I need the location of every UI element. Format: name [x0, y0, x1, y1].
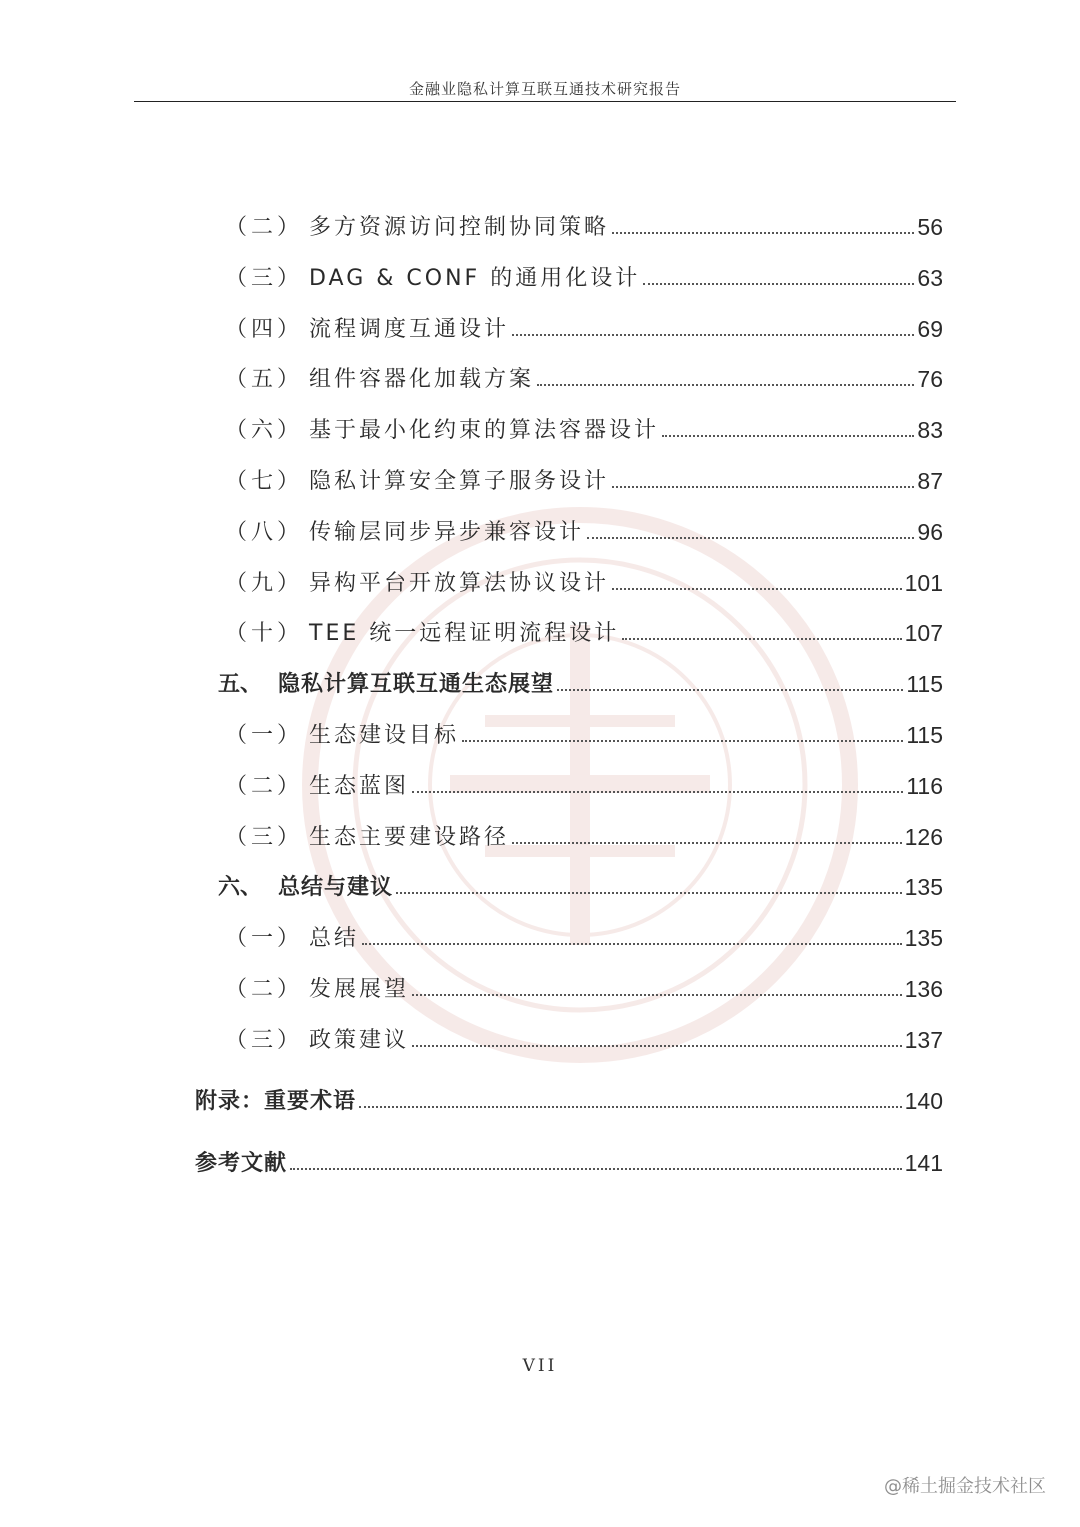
toc-entry-title: 基于最小化约束的算法容器设计: [309, 418, 660, 444]
toc-entry-title: 传输层同步异步兼容设计: [309, 519, 585, 545]
toc-entry[interactable]: [195, 1141, 943, 1177]
toc-entry-page: 140: [904, 1088, 943, 1114]
toc-entry-label: [225, 616, 619, 647]
toc-entry-title: 政策建议: [309, 1027, 410, 1053]
dot-leader: [396, 892, 902, 894]
toc-entry[interactable]: [225, 764, 943, 800]
toc-entry-label: [225, 413, 659, 444]
toc-entry-page: 135: [904, 874, 943, 901]
toc-entry-title: 流程调度互通设计: [309, 316, 510, 342]
toc-entry-label: [225, 921, 359, 952]
toc-entry-page: 107: [904, 620, 943, 647]
toc-entry[interactable]: [218, 662, 943, 698]
toc-entry-page: 136: [904, 976, 943, 1002]
toc-entry-label: [225, 566, 609, 597]
toc-entry[interactable]: [225, 307, 943, 343]
toc-entry-number: （五）: [225, 367, 304, 393]
toc-entry-page: 83: [917, 417, 943, 444]
toc-entry-number: 六、: [218, 875, 263, 901]
toc-entry[interactable]: [218, 865, 943, 901]
toc-entry-title: DAG & CONF 的通用化设计: [309, 265, 641, 291]
toc-entry-title: 多方资源访问控制协同策略: [309, 215, 610, 240]
toc-entry-number: （二）: [225, 215, 304, 240]
toc-entry-label: [218, 870, 393, 901]
dot-leader: [412, 994, 902, 996]
dot-leader: [622, 638, 901, 640]
toc-entry-label: [225, 210, 609, 241]
toc-entry-title: 参考文献: [195, 1151, 288, 1176]
dot-leader: [557, 689, 903, 691]
toc-entry[interactable]: [225, 357, 943, 393]
toc-entry-page: 126: [904, 823, 943, 850]
running-header-title: 金融业隐私计算互联互通技术研究报告: [408, 80, 681, 98]
toc-entry-page: 63: [917, 264, 943, 291]
toc-entry-title: 组件容器化加载方案: [309, 367, 535, 393]
toc-entry-number: （二）: [225, 977, 304, 1002]
toc-entry[interactable]: [225, 916, 943, 952]
toc-entry[interactable]: [225, 256, 943, 292]
dot-leader: [612, 232, 914, 234]
toc-entry-page: 141: [904, 1150, 943, 1176]
toc-entry-label: [195, 1084, 356, 1115]
toc-entry-title: 发展展望: [309, 977, 410, 1002]
toc-entry-page: 116: [906, 772, 943, 799]
toc-entry-label: [225, 972, 409, 1003]
toc-entry[interactable]: [225, 510, 943, 546]
toc-entry[interactable]: [225, 205, 943, 241]
toc-entry-label: [225, 515, 584, 546]
toc-entry[interactable]: [225, 459, 943, 495]
dot-leader: [587, 537, 914, 539]
dot-leader: [290, 1168, 902, 1170]
toc-entry-title: 生态建设目标: [309, 723, 460, 748]
dot-leader: [359, 1106, 902, 1108]
toc-entry-page: 137: [904, 1026, 943, 1053]
toc-entry[interactable]: [225, 967, 943, 1003]
toc-entry-number: 五、: [218, 672, 263, 698]
toc-entry-page: 115: [906, 722, 943, 748]
toc-entry-label: [218, 667, 554, 698]
toc-entry[interactable]: [195, 1079, 943, 1115]
dot-leader: [662, 435, 914, 437]
toc-entry-number: （一）: [225, 926, 304, 952]
dot-leader: [612, 486, 914, 488]
toc-entry-number: （三）: [225, 824, 304, 850]
toc-entry-number: （七）: [225, 469, 304, 494]
toc-entry[interactable]: [225, 1018, 943, 1054]
toc-entry-page: 69: [917, 315, 943, 342]
toc-entry-number: （四）: [225, 316, 304, 342]
toc-entry-label: [225, 312, 509, 343]
toc-entry-label: [225, 718, 459, 749]
toc-entry-title: 生态蓝图: [309, 773, 410, 799]
toc-entry-title: 总结: [309, 926, 360, 952]
toc-entry[interactable]: [225, 561, 943, 597]
dot-leader: [412, 1045, 902, 1047]
toc-entry-title: 附录：重要术语: [195, 1089, 357, 1114]
toc-entry-number: （三）: [225, 265, 304, 291]
toc-entry-label: [225, 1023, 409, 1054]
toc-entry-number: （六）: [225, 418, 304, 444]
toc-entry-number: （二）: [225, 773, 304, 799]
toc-entry-number: （九）: [225, 570, 304, 596]
toc-entry-title: 异构平台开放算法协议设计: [309, 570, 610, 596]
toc-entry[interactable]: [225, 611, 943, 647]
dot-leader: [512, 842, 902, 844]
dot-leader: [612, 588, 902, 590]
toc-entry-page: 56: [917, 214, 943, 240]
dot-leader: [462, 740, 903, 742]
toc-entry-title: 总结与建议: [278, 875, 394, 901]
toc-entry-label: [225, 464, 609, 495]
dot-leader: [512, 334, 914, 336]
toc-entry-page: 135: [904, 925, 943, 952]
toc-entry[interactable]: [225, 713, 943, 749]
toc-entry-number: （八）: [225, 519, 304, 545]
toc-entry-label: [225, 261, 640, 292]
toc-entry-page: 101: [904, 569, 943, 596]
toc-entry-title: 生态主要建设路径: [309, 824, 510, 850]
toc-entry-label: [195, 1146, 287, 1177]
dot-leader: [643, 283, 914, 285]
dot-leader: [412, 791, 903, 793]
toc-entry-title: 隐私计算互联互通生态展望: [278, 672, 555, 698]
toc-entry-page: 87: [917, 468, 943, 494]
toc-entry-label: [225, 769, 409, 800]
toc-entry-label: [225, 820, 509, 851]
page-number: VII: [522, 1356, 558, 1376]
toc-entry-page: 76: [917, 366, 943, 393]
toc-entry[interactable]: [225, 408, 943, 444]
toc-entry-page: 96: [917, 518, 943, 545]
dot-leader: [537, 384, 914, 386]
toc-entry-number: （十）: [225, 621, 304, 647]
toc-entry-number: （三）: [225, 1027, 304, 1053]
toc-entry[interactable]: [225, 815, 943, 851]
dot-leader: [362, 943, 902, 945]
watermark-credit: @稀土掘金技术社区: [884, 1476, 1046, 1497]
toc-entry-page: 115: [906, 671, 943, 698]
toc-entry-label: [225, 362, 534, 393]
toc-entry-title: TEE 统一远程证明流程设计: [309, 621, 620, 647]
toc-entry-number: （一）: [225, 723, 304, 748]
toc-entry-title: 隐私计算安全算子服务设计: [309, 469, 610, 494]
